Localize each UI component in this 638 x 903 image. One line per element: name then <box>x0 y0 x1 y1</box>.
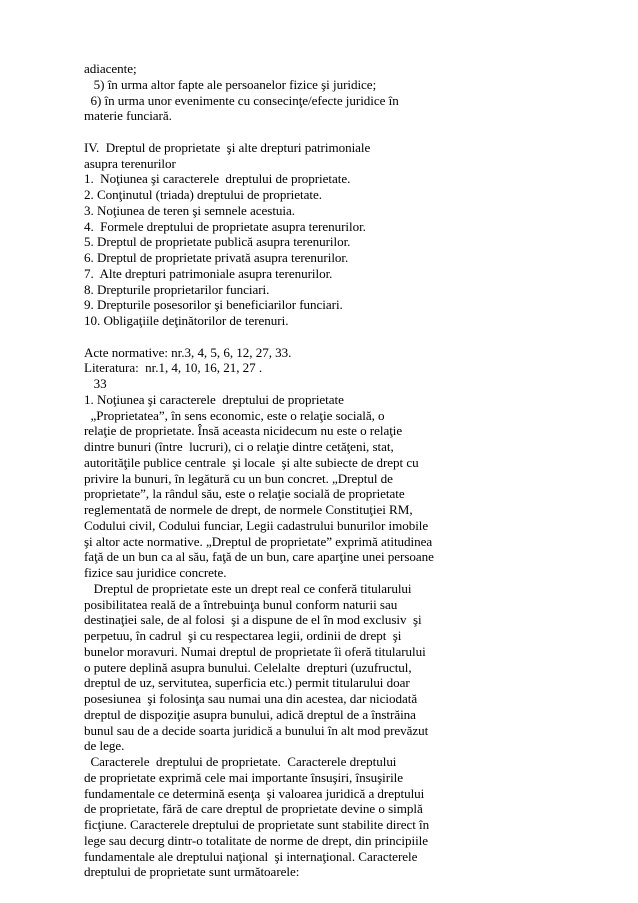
text-line: dreptului de proprietate sunt următoarele: <box>84 864 300 880</box>
text-line: „Proprietatea”, în sens economic, este o relaţie socială, o <box>84 407 385 423</box>
text-line: Literatura: nr.1, 4, 10, 16, 21, 27 . <box>84 360 263 376</box>
text-line: posibilitatea reală de a întrebuinţa bunul conform naturii sau <box>84 596 398 612</box>
text-line: proprietate”, la rândul său, este o relaţie socială de proprietate <box>84 486 405 502</box>
text-line: autorităţile publice centrale şi locale şi alte subiecte de drept cu <box>84 454 419 470</box>
text-line: materie funciară. <box>84 108 172 124</box>
text-line: 2. Conţinutul (triada) dreptului de proprietate. <box>84 187 322 202</box>
text-line: de lege. <box>84 738 125 754</box>
text-line: fundamentale ale dreptului naţional şi internaţional. Caracterele <box>84 848 418 864</box>
text-line: asupra terenurilor <box>84 155 176 171</box>
text-line: 6. Dreptul de proprietate privată asupra terenurilor. <box>84 250 349 265</box>
text-line: de proprietate exprimă cele mai importante însuşiri, însuşirile <box>84 769 404 785</box>
text-line: faţă de un bun ca al său, faţă de un bun, care aparţine unei persoane <box>84 549 434 565</box>
text-line: Dreptul de proprietate este un drept real ce conferă titularului <box>84 580 412 596</box>
text-line: 5. Dreptul de proprietate publică asupra terenurilor. <box>84 234 351 250</box>
text-line: relaţie de proprietate. Însă aceasta nicidecum nu este o relaţie <box>84 423 403 439</box>
text-line: de proprietate, fără de care dreptul de proprietate devine o simplă <box>84 801 423 817</box>
text-line: Caracterele dreptului de proprietate. Caracterele dreptului <box>84 754 397 769</box>
text-line: 5) în urma altor fapte ale persoanelor fizice şi juridice; <box>84 76 377 92</box>
text-line: lege sau decurg dintr-o totalitate de norme de drept, din principiile <box>84 832 429 848</box>
text-line: 4. Formele dreptului de proprietate asupra terenurilor. <box>84 218 366 234</box>
text-line: 1. Noţiunea şi caracterele dreptului de proprietate. <box>84 171 351 187</box>
text-line: bunelor moravuri. Numai dreptul de proprietate îi oferă titularului <box>84 643 426 659</box>
text-line: 10. Obligaţiile deţinătorilor de terenuri. <box>84 313 289 328</box>
text-line: privire la bunuri, în legătură cu un bun concret. „Dreptul de <box>84 470 393 486</box>
text-line: IV. Dreptul de proprietate şi alte drepturi patrimoniale <box>84 139 371 155</box>
text-line: 3. Noţiunea de teren şi semnele acestuia. <box>84 202 296 218</box>
text-line: 1. Noţiunea şi caracterele dreptului de proprietate <box>84 391 344 407</box>
text-line: destinaţiei sale, de al folosi şi a dispune de el în mod exclusiv şi <box>84 612 422 628</box>
text-line: dreptul de uz, servitutea, superficia etc.) permit titularului doar <box>84 675 410 691</box>
text-line: şi altor acte normative. „Dreptul de proprietate” exprimă atitudinea <box>84 533 433 549</box>
text-line: 7. Alte drepturi patrimoniale asupra terenurilor. <box>84 265 333 281</box>
text-line: perpetuu, în cadrul şi cu respectarea legii, ordinii de drept şi <box>84 628 402 643</box>
text-line: fizice sau juridice concrete. <box>84 565 227 580</box>
text-line: 33 <box>84 376 107 391</box>
text-line: 6) în urma unor evenimente cu consecinţe/efecte juridice în <box>84 92 399 108</box>
text-line: Codului civil, Codului funciar, Legii cadastrului bunurilor imobile <box>84 517 429 533</box>
text-line: 9. Drepturile posesorilor şi beneficiarilor funciari. <box>84 297 343 313</box>
text-line: Acte normative: nr.3, 4, 5, 6, 12, 27, 33. <box>84 344 292 360</box>
text-line: reglementată de normele de drept, de normele Constituţiei RM, <box>84 502 413 517</box>
text-line: dreptul de dispoziţie asupra bunului, adică dreptul de a înstrăina <box>84 706 416 722</box>
text-line: dintre bunuri (între lucruri), ci o relaţie dintre cetăţeni, stat, <box>84 439 394 454</box>
text-line: ficţiune. Caracterele dreptului de proprietate sunt stabilite direct în <box>84 817 430 832</box>
text-line: posesiunea şi folosinţa sau numai una din acestea, dar niciodată <box>84 691 418 706</box>
text-line: fundamentale ce determină esenţa şi valoarea juridică a dreptului <box>84 785 425 801</box>
text-line: bunul sau de a decide soarta juridică a bunului în alt mod prevăzut <box>84 722 429 738</box>
text-line: 8. Drepturile proprietarilor funciari. <box>84 281 270 297</box>
text-line: adiacente; <box>84 61 137 76</box>
text-line: o putere deplină asupra bunului. Celelalte drepturi (uzufructul, <box>84 659 412 675</box>
